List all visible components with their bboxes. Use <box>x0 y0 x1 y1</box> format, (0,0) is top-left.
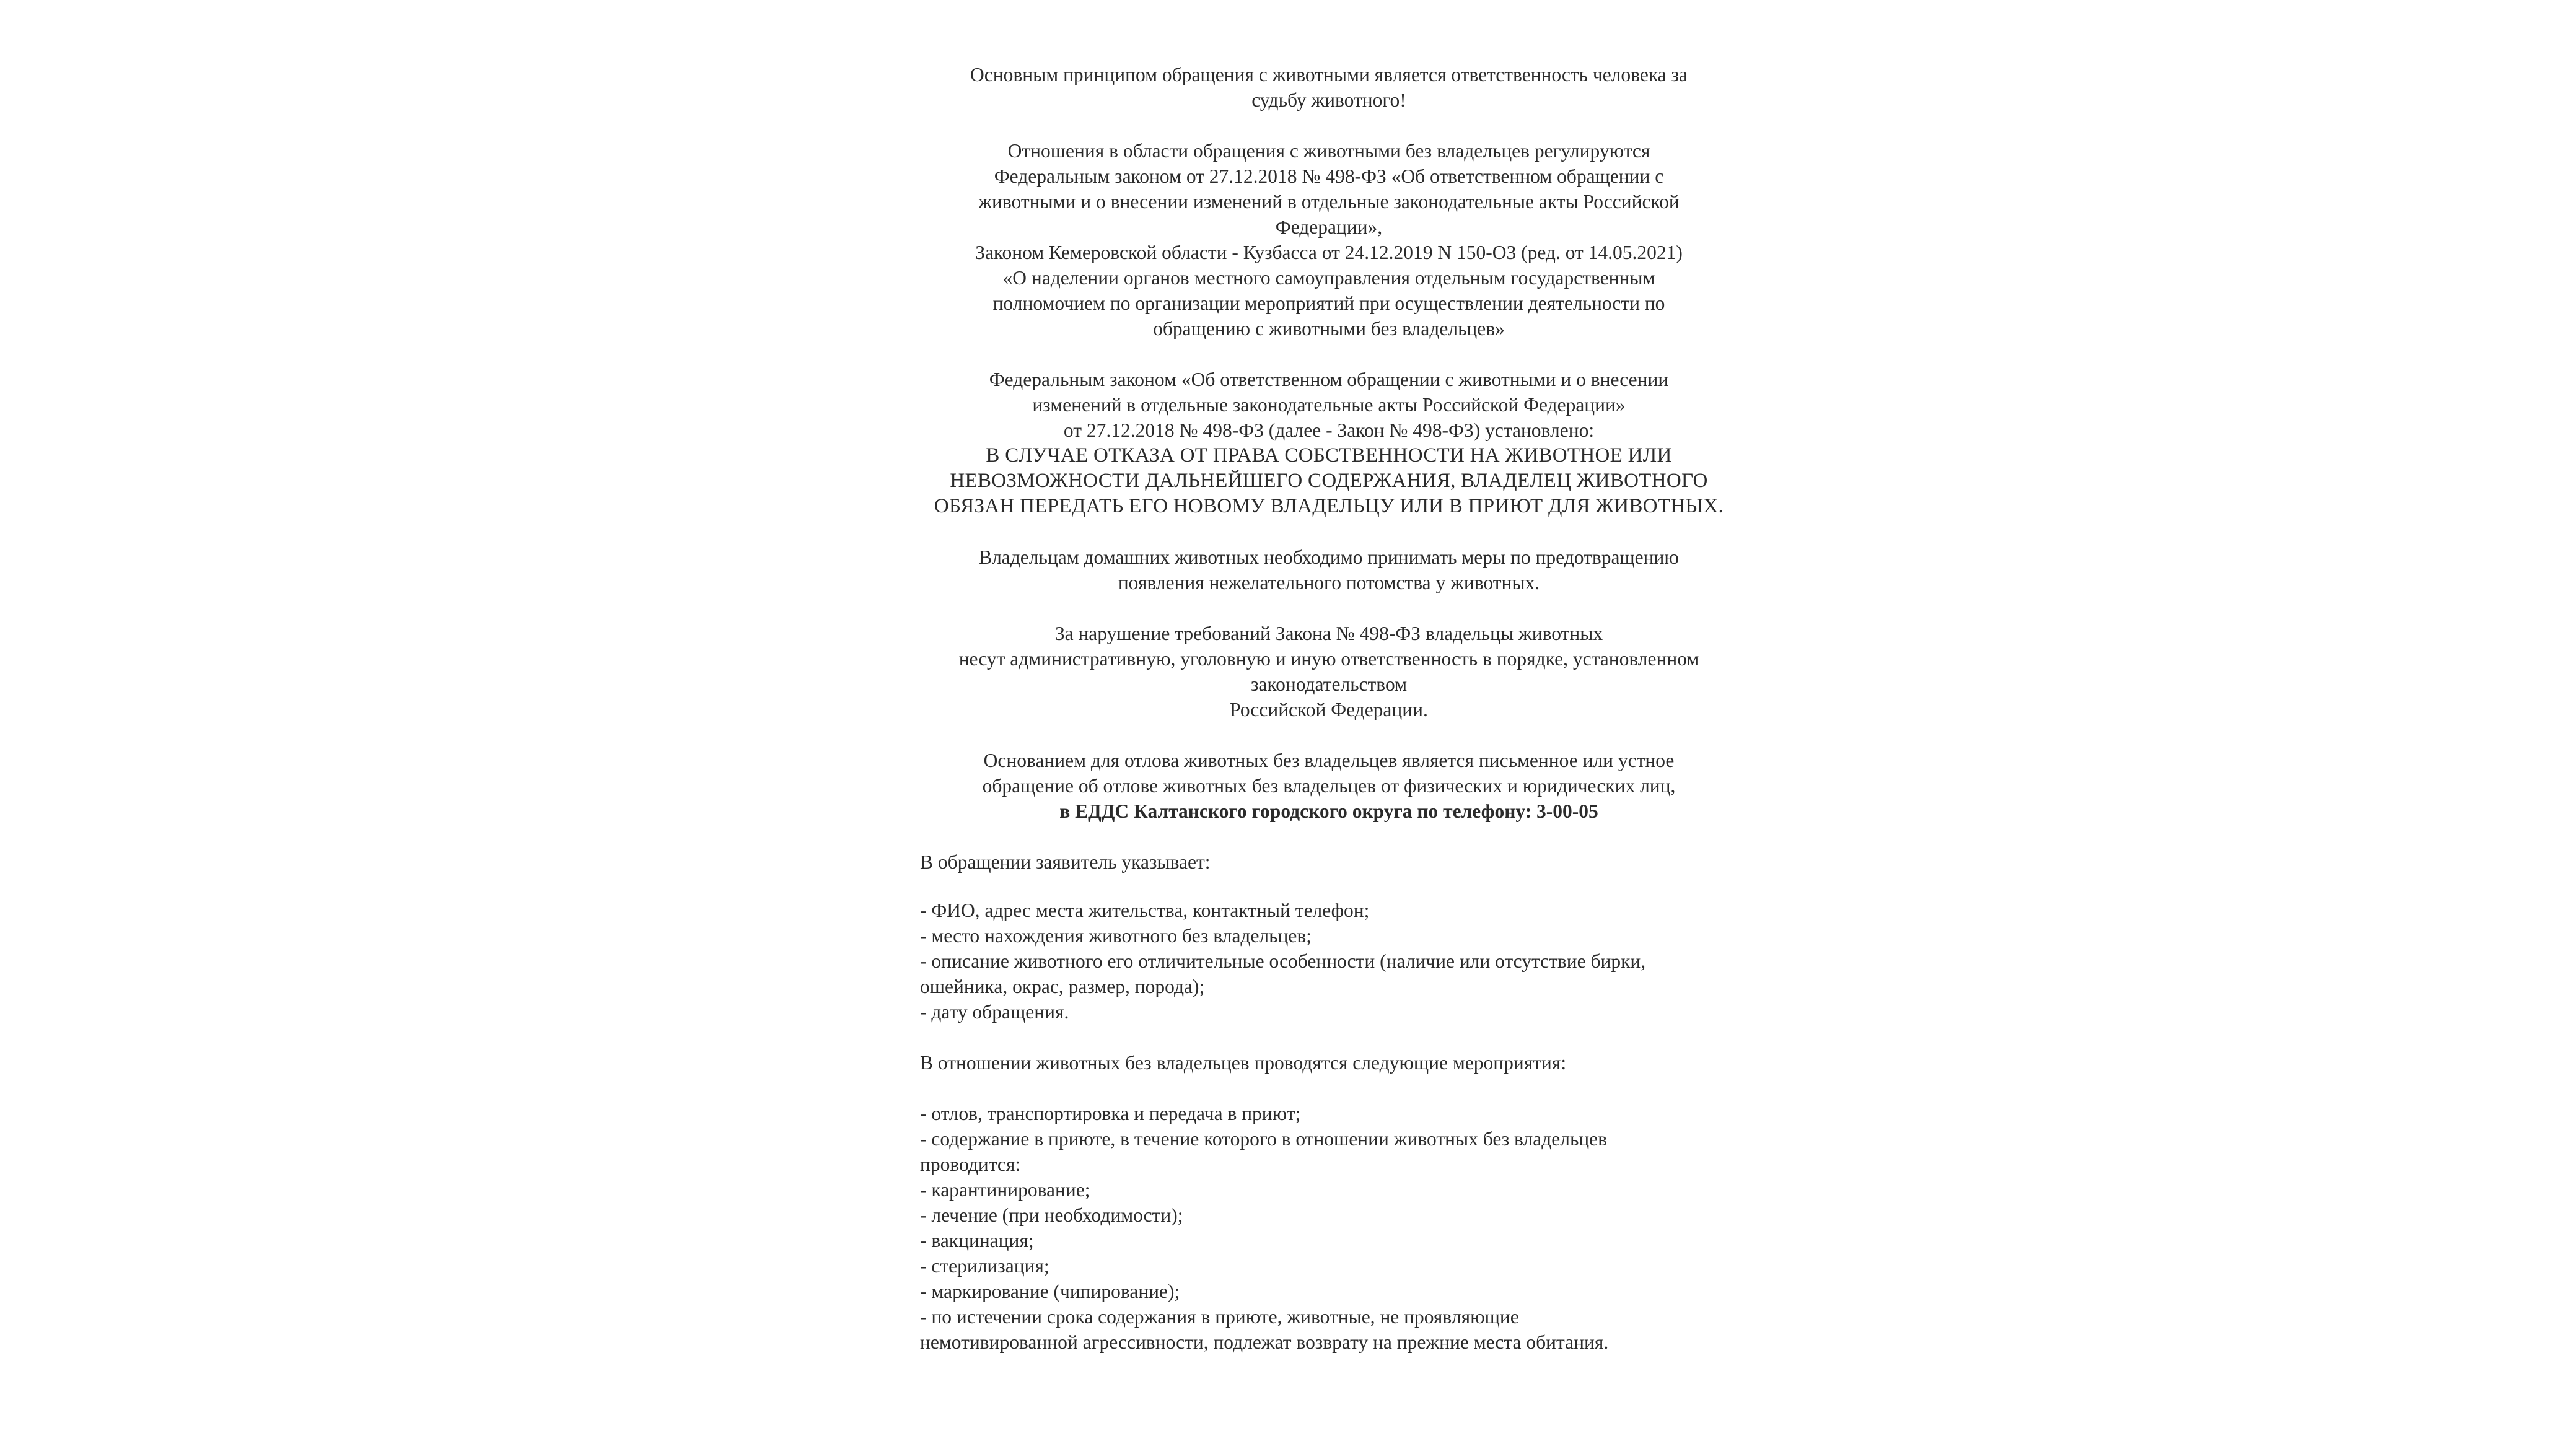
measures-item: проводится: <box>920 1154 1021 1175</box>
liability-line: За нарушение требований Закона № 498-ФЗ владельцы животных <box>1054 623 1603 644</box>
paragraph-gap <box>920 875 1738 898</box>
edds-phone-line: в ЕДДС Калтанского городского округа по телефону: 3-00-05 <box>1059 800 1598 822</box>
paragraph-gap <box>920 722 1738 748</box>
applicant-item: - описание животного его отличительные особенности (наличие или отсутствие бирки, <box>920 950 1646 972</box>
paragraph-gap <box>920 519 1738 545</box>
paragraph-gap <box>920 824 1738 849</box>
document-page <box>920 62 1738 1425</box>
paragraph-gap <box>920 1025 1738 1050</box>
regulation-line: обращению с животными без владельцев» <box>1153 318 1505 339</box>
regulation-paragraph <box>920 138 1738 341</box>
federal-law-caps-line: НЕВОЗМОЖНОСТИ ДАЛЬНЕЙШЕГО СОДЕРЖАНИЯ, ВЛАДЕЛЕЦ ЖИВОТНОГО <box>950 470 1708 492</box>
regulation-line: Федерации», <box>1275 216 1383 238</box>
owners-line: появления нежелательного потомства у животных. <box>1118 572 1540 593</box>
owners-line: Владельцам домашних животных необходимо принимать меры по предотвращению <box>979 546 1679 568</box>
regulation-line: Федеральным законом от 27.12.2018 № 498-ФЗ «Об ответственном обращении с <box>994 165 1664 187</box>
applicant-heading: В обращении заявитель указывает: <box>920 851 1211 873</box>
regulation-line: Отношения в области обращения с животными без владельцев регулируются <box>1007 140 1650 162</box>
measures-item: - отлов, транспортировка и передача в приют; <box>920 1103 1301 1124</box>
federal-law-caps-line: ОБЯЗАН ПЕРЕДАТЬ ЕГО НОВОМУ ВЛАДЕЛЬЦУ ИЛИ В ПРИЮТ ДЛЯ ЖИВОТНЫХ. <box>934 495 1724 517</box>
federal-law-line: Федеральным законом «Об ответственном обращении с животными и о внесении <box>989 369 1669 390</box>
measures-item: - по истечении срока содержания в приюте, животные, не проявляющие <box>920 1306 1519 1328</box>
applicant-item: - ФИО, адрес места жительства, контактный телефон; <box>920 900 1370 921</box>
paragraph-gap <box>920 595 1738 621</box>
federal-law-caps-line: В СЛУЧАЕ ОТКАЗА ОТ ПРАВА СОБСТВЕННОСТИ НА ЖИВОТНОЕ ИЛИ <box>986 444 1672 466</box>
intro-line: Основным принципом обращения с животными является ответственность человека за <box>970 64 1688 85</box>
measures-item: - вакцинация; <box>920 1230 1034 1251</box>
federal-law-paragraph <box>920 367 1738 519</box>
measures-item: - содержание в приюте, в течение которого в отношении животных без владельцев <box>920 1128 1608 1150</box>
intro-paragraph <box>920 62 1738 113</box>
measures-item: - лечение (при необходимости); <box>920 1204 1183 1226</box>
federal-law-line: изменений в отдельные законодательные акты Российской Федерации» <box>1032 394 1626 416</box>
regulation-line: «О наделении органов местного самоуправления отдельным государственным <box>1002 267 1655 289</box>
applicant-item: ошейника, окрас, размер, порода); <box>920 976 1205 997</box>
applicant-section <box>920 849 1738 1025</box>
capture-paragraph <box>920 748 1738 824</box>
capture-line: Основанием для отлова животных без владельцев является письменное или устное <box>983 750 1675 771</box>
regulation-line: животными и о внесении изменений в отдельные законодательные акты Российской <box>978 191 1680 212</box>
federal-law-line: от 27.12.2018 № 498-ФЗ (далее - Закон № 498-ФЗ) установлено: <box>1063 419 1595 441</box>
measures-item: - карантинирование; <box>920 1179 1090 1201</box>
liability-line: несут административную, уголовную и иную ответственность в порядке, установленном <box>958 648 1699 670</box>
capture-line: обращение об отлове животных без владельцев от физических и юридических лиц, <box>982 775 1676 797</box>
owners-paragraph <box>920 545 1738 595</box>
intro-line: судьбу животного! <box>1251 89 1406 111</box>
paragraph-gap <box>920 113 1738 138</box>
liability-paragraph <box>920 621 1738 722</box>
paragraph-gap <box>920 341 1738 367</box>
measures-item: немотивированной агрессивности, подлежат возврату на прежние места обитания. <box>920 1331 1609 1353</box>
liability-line: законодательством <box>1250 673 1408 695</box>
measures-item: - стерилизация; <box>920 1255 1049 1277</box>
applicant-item: - дату обращения. <box>920 1001 1069 1023</box>
measures-section <box>920 1050 1738 1355</box>
measures-item: - маркирование (чипирование); <box>920 1280 1180 1302</box>
regulation-line: Законом Кемеровской области - Кузбасса от 24.12.2019 N 150-ОЗ (ред. от 14.05.2021) <box>975 242 1683 263</box>
liability-line: Российской Федерации. <box>1230 699 1428 720</box>
regulation-line: полномочием по организации мероприятий при осуществлении деятельности по <box>992 292 1665 314</box>
applicant-item: - место нахождения животного без владельцев; <box>920 925 1312 947</box>
measures-heading: В отношении животных без владельцев проводятся следующие мероприятия: <box>920 1052 1567 1074</box>
paragraph-gap <box>920 1075 1738 1101</box>
